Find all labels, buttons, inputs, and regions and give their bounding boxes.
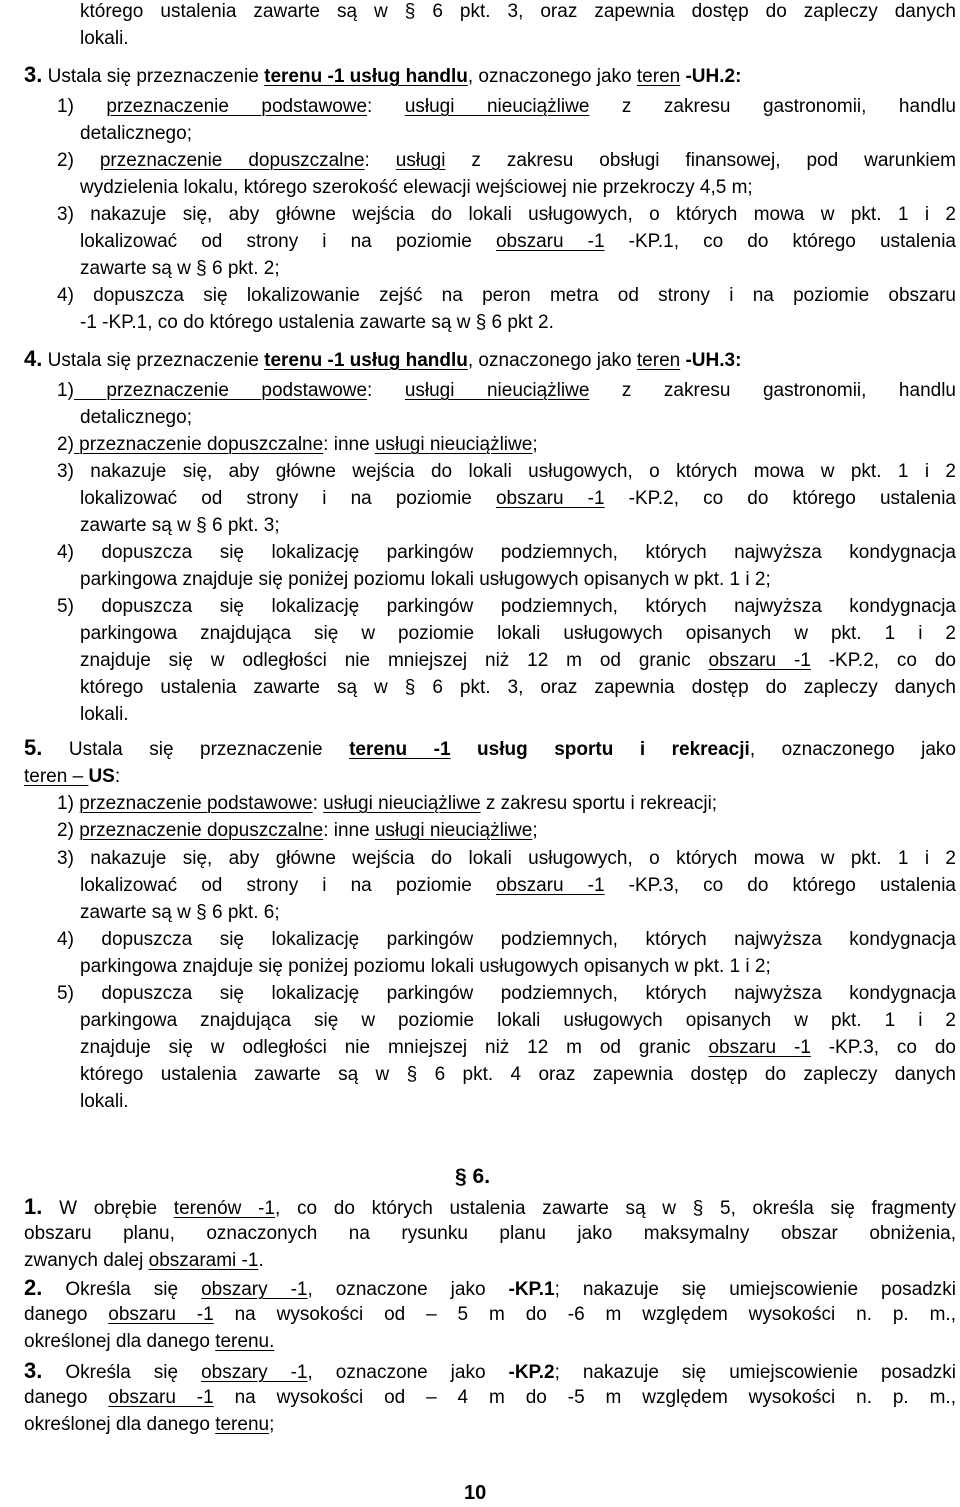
list-item: 5) dopuszcza się lokalizację parkingów podziemnych, których najwyższa kondygnacja bbox=[57, 596, 956, 617]
list-item: 4) dopuszcza się lokalizację parkingów podziemnych, których najwyższa kondygnacja bbox=[57, 542, 956, 563]
list-item: 2) przeznaczenie dopuszczalne: inne usługi nieuciążliwe; bbox=[57, 434, 538, 455]
text-line: lokalizować od strony i na poziomie obszaru -1 -KP.3, co do którego ustalenia bbox=[80, 875, 956, 896]
text-line: danego obszaru -1 na wysokości od – 4 m do -5 m względem wysokości n. p. m., bbox=[24, 1387, 956, 1408]
text-line: określonej dla danego terenu; bbox=[24, 1414, 275, 1435]
section-heading: § 6. bbox=[455, 1165, 491, 1188]
text-line: zawarte są w § 6 pkt. 6; bbox=[80, 902, 280, 923]
text-line: którego ustalenia zawarte są w § 6 pkt. 3, oraz zapewnia dostęp do zapleczy danych bbox=[80, 677, 956, 698]
list-item: 3) nakazuje się, aby główne wejścia do lokali usługowych, o których mowa w pkt. 1 i 2 bbox=[57, 848, 956, 869]
text-line: lokali. bbox=[80, 704, 129, 725]
list-item: 1) przeznaczenie podstawowe: usługi nieuciążliwe z zakresu gastronomii, handlu bbox=[57, 380, 956, 401]
text-line: zwanych dalej obszarami -1. bbox=[24, 1250, 264, 1271]
text-line: wydzielenia lokalu, którego szerokość elewacji wejściowej nie przekroczy 4,5 m; bbox=[80, 177, 753, 198]
text-line: parkingowa znajdująca się w poziomie lokali usługowych opisanych w pkt. 1 i 2 bbox=[80, 1010, 956, 1031]
list-item: 5) dopuszcza się lokalizację parkingów podziemnych, których najwyższa kondygnacja bbox=[57, 983, 956, 1004]
text-line: lokalizować od strony i na poziomie obszaru -1 -KP.2, co do którego ustalenia bbox=[80, 488, 956, 509]
text-line: parkingowa znajduje się poniżej poziomu lokali usługowych opisanych w pkt. 1 i 2; bbox=[80, 956, 771, 977]
text-line: którego ustalenia zawarte są w § 6 pkt. 4 oraz zapewnia dostęp do zapleczy danych bbox=[80, 1064, 956, 1085]
page-number: 10 bbox=[464, 1482, 487, 1504]
section-point-2: 2. Określa się obszary -1, oznaczone jako -KP.1; nakazuje się umiejscowienie posadzki bbox=[24, 1275, 956, 1300]
list-item: 3) nakazuje się, aby główne wejścia do lokali usługowych, o których mowa w pkt. 1 i 2 bbox=[57, 204, 956, 225]
list-item: 2) przeznaczenie dopuszczalne: inne usługi nieuciążliwe; bbox=[57, 820, 538, 841]
text-line: detalicznego; bbox=[80, 407, 192, 428]
list-item: 3) nakazuje się, aby główne wejścia do lokali usługowych, o których mowa w pkt. 1 i 2 bbox=[57, 461, 956, 482]
section-point-1: 1. W obrębie terenów -1, co do których ustalenia zawarte są w § 5, określa się fragmenty bbox=[24, 1194, 956, 1219]
list-item: 4) dopuszcza się lokalizację parkingów podziemnych, których najwyższa kondygnacja bbox=[57, 929, 956, 950]
section-point-3: 3. Określa się obszary -1, oznaczone jako -KP.2; nakazuje się umiejscowienie posadzki bbox=[24, 1358, 956, 1383]
text-line: teren – US: bbox=[24, 766, 121, 787]
text-line: -1 -KP.1, co do którego ustalenia zawarte są w § 6 pkt 2. bbox=[80, 312, 554, 333]
text-line: obszaru planu, oznaczonych na rysunku planu jako maksymalny obszar obniżenia, bbox=[24, 1223, 956, 1244]
text-line: zawarte są w § 6 pkt. 3; bbox=[80, 515, 280, 536]
paragraph-3-heading: 3. Ustala się przeznaczenie terenu -1 usług handlu, oznaczonego jako teren -UH.2: bbox=[24, 62, 742, 87]
list-item: 1) przeznaczenie podstawowe: usługi nieuciążliwe z zakresu gastronomii, handlu bbox=[57, 96, 956, 117]
paragraph-4-heading: 4. Ustala się przeznaczenie terenu -1 usług handlu, oznaczonego jako teren -UH.3: bbox=[24, 346, 742, 371]
text-line: danego obszaru -1 na wysokości od – 5 m do -6 m względem wysokości n. p. m., bbox=[24, 1304, 956, 1325]
paragraph-5-heading: 5. Ustala się przeznaczenie terenu -1 usług sportu i rekreacji, oznaczonego jako bbox=[24, 735, 956, 760]
text-line: znajduje się w odległości nie mniejszej niż 12 m od granic obszaru -1 -KP.3, co do bbox=[80, 1037, 956, 1058]
text-line: lokalizować od strony i na poziomie obszaru -1 -KP.1, co do którego ustalenia bbox=[80, 231, 956, 252]
text-line: lokali. bbox=[80, 28, 129, 49]
text-line: określonej dla danego terenu. bbox=[24, 1331, 275, 1352]
text-line: znajduje się w odległości nie mniejszej niż 12 m od granic obszaru -1 -KP.2, co do bbox=[80, 650, 956, 671]
text-line: parkingowa znajduje się poniżej poziomu lokali usługowych opisanych w pkt. 1 i 2; bbox=[80, 569, 771, 590]
text-line: detalicznego; bbox=[80, 123, 192, 144]
list-item: 2) przeznaczenie dopuszczalne: usługi z zakresu obsługi finansowej, pod warunkiem bbox=[57, 150, 956, 171]
text-line: parkingowa znajdująca się w poziomie lokali usługowych opisanych w pkt. 1 i 2 bbox=[80, 623, 956, 644]
text-line: zawarte są w § 6 pkt. 2; bbox=[80, 258, 280, 279]
text-line: lokali. bbox=[80, 1091, 129, 1112]
list-item: 4) dopuszcza się lokalizowanie zejść na peron metra od strony i na poziomie obszaru bbox=[57, 285, 956, 306]
text-line: którego ustalenia zawarte są w § 6 pkt. 3, oraz zapewnia dostęp do zapleczy danych bbox=[80, 1, 956, 22]
list-item: 1) przeznaczenie podstawowe: usługi nieuciążliwe z zakresu sportu i rekreacji; bbox=[57, 793, 718, 814]
